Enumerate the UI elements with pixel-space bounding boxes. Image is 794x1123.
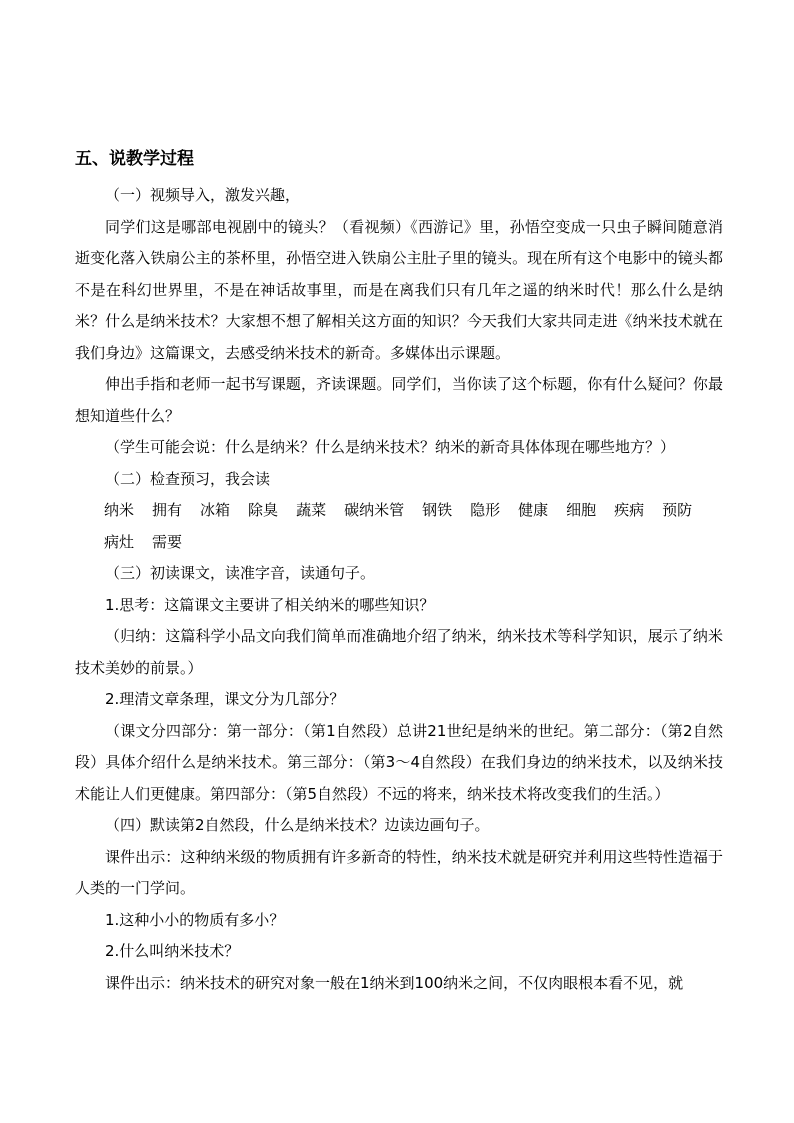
section-title: 五、说教学过程 bbox=[75, 149, 194, 169]
vocab-word: 疾病 bbox=[614, 501, 645, 519]
paragraph-courseware-1: 课件出示：这种纳米级的物质拥有许多新奇的特性，纳米技术就是研究并利用这些特性造福于人类的一门学问。 bbox=[75, 847, 723, 897]
vocab-word: 隐形 bbox=[470, 501, 501, 519]
vocab-word: 钢铁 bbox=[422, 501, 453, 519]
paragraph-how-small: 1.这种小小的物质有多小？ bbox=[105, 910, 285, 929]
vocab-word: 预防 bbox=[662, 501, 693, 519]
paragraph-student-answers: （学生可能会说：什么是纳米？什么是纳米技术？纳米的新奇具体体现在哪些地方？） bbox=[105, 438, 676, 456]
vocab-word: 碳纳米管 bbox=[344, 501, 405, 519]
paragraph-video-intro: （一）视频导入，激发兴趣， bbox=[105, 186, 301, 204]
paragraph-write-title: 伸出手指和老师一起书写课题，齐读课题。同学们，当你读了这个标题，你有什么疑问？你最想知道些什么？ bbox=[75, 375, 723, 425]
paragraph-silent-read: （四）默读第2自然段，什么是纳米技术？边读边画句子。 bbox=[105, 816, 490, 834]
vocab-word: 病灶 bbox=[104, 532, 135, 551]
vocab-word: 健康 bbox=[518, 501, 549, 519]
paragraph-summary: （归纳：这篇科学小品文向我们简单而准确地介绍了纳米，纳米技术等科学知识，展示了纳米技术美妙的前景。） bbox=[75, 627, 723, 677]
paragraph-first-read: （三）初读课文，读准字音，读通句子。 bbox=[105, 564, 376, 582]
vocab-word: 蔬菜 bbox=[296, 501, 327, 519]
vocab-word: 纳米 bbox=[104, 501, 135, 519]
paragraph-question-2: 2.理清文章条理，课文分为几部分？ bbox=[105, 690, 345, 708]
vocab-word: 除臭 bbox=[248, 501, 279, 519]
vocab-word: 需要 bbox=[152, 532, 183, 551]
vocab-word: 拥有 bbox=[152, 501, 183, 519]
document-body bbox=[75, 180, 723, 999]
paragraph-structure: （课文分四部分：第一部分：（第1自然段）总讲21世纪是纳米的世纪。第二部分：（第2自然段）具体介绍什么是纳米技术。第三部分：（第3～4自然段）在我们身边的纳米技术，以及纳米技术能让人们更健康。第四部分：（第5自然段）不远的将来，纳米技术将改变我们的生活。） bbox=[75, 721, 723, 803]
vocabulary-list bbox=[75, 495, 723, 558]
paragraph-courseware-2: 课件出示：纳米技术的研究对象一般在1纳米到100纳米之间，不仅肉眼根本看不见，就 bbox=[105, 973, 684, 992]
paragraph-what-is-nanotech: 2.什么叫纳米技术？ bbox=[105, 942, 240, 960]
paragraph-journey-west: 同学们这是哪部电视剧中的镜头？（看视频）《西游记》里，孙悟空变成一只虫子瞬间随意消逝变化落入铁扇公主的茶杯里，孙悟空进入铁扇公主肚子里的镜头。现在所有这个电影中的镜头都不是在科幻世界里，不是在神话故事里，而是在离我们只有几年之遥的纳米时代！那么什么是纳米？什么是纳米技术？大家想不想了解相关这方面的知识？今天我们大家共同走进《纳米技术就在我们身边》这篇课文，去感受纳米技术的新奇。多媒体出示课题。 bbox=[75, 217, 723, 362]
paragraph-question-1: 1.思考：这篇课文主要讲了相关纳米的哪些知识？ bbox=[105, 595, 435, 614]
vocab-word: 冰箱 bbox=[200, 501, 231, 519]
vocab-word: 细胞 bbox=[566, 501, 597, 519]
paragraph-check-preview: （二）检查预习，我会读 bbox=[105, 469, 271, 488]
